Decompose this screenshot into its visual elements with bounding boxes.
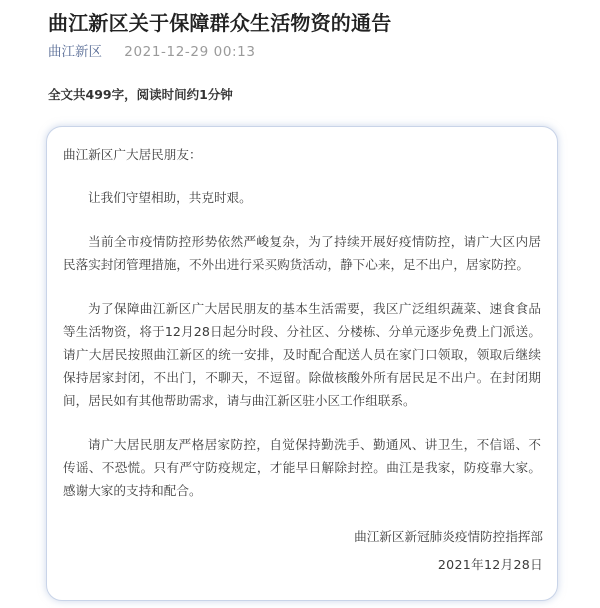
notice-paragraph-3: 为了保障曲江新区广大居民朋友的基本生活需要，我区广泛组织蔬菜、速食食品等生活物资，将于12月28日起分时段、分社区、分楼栋、分单元逐步免费上门派送。请广大居民按照曲江新区的统一安排，及时配合配送人员在家门口领取，领取后继续保持居家封闭，不出门，不聊天，不逗留。除做核酸外所有居民足不出户。在封闭期间，居民如有其他帮助需求，请与曲江新区驻小区工作组联系。 — [63, 301, 541, 408]
notice-greeting: 曲江新区广大居民朋友： — [63, 147, 202, 162]
notice-paragraph-2: 当前全市疫情防控形势依然严峻复杂，为了持续开展好疫情防控，请广大区内居民落实封闭管理措施，不外出进行采买购货活动，静下心来，足不出户，居家防控。 — [63, 234, 541, 272]
notice-paragraph-1: 让我们守望相助，共克时艰。 — [88, 190, 252, 205]
notice-sign-date: 2021年12月28日 — [437, 557, 543, 572]
read-time-info: 全文共499字，阅读时间约1分钟 — [48, 87, 233, 102]
source-account-link[interactable]: 曲江新区 — [48, 44, 102, 60]
article-title: 曲江新区关于保障群众生活物资的通告 — [48, 11, 392, 35]
publish-date: 2021-12-29 00:13 — [124, 44, 256, 60]
notice-card — [46, 126, 558, 601]
notice-paragraph-4: 请广大居民朋友严格居家防控，自觉保持勤洗手、勤通风、讲卫生，不信谣、不传谣、不恐慌。只有严守防疫规定，才能早日解除封控。曲江是我家，防疫靠大家。感谢大家的支持和配合。 — [63, 437, 541, 498]
notice-signature: 曲江新区新冠肺炎疫情防控指挥部 — [354, 529, 543, 544]
article-meta — [48, 43, 256, 61]
